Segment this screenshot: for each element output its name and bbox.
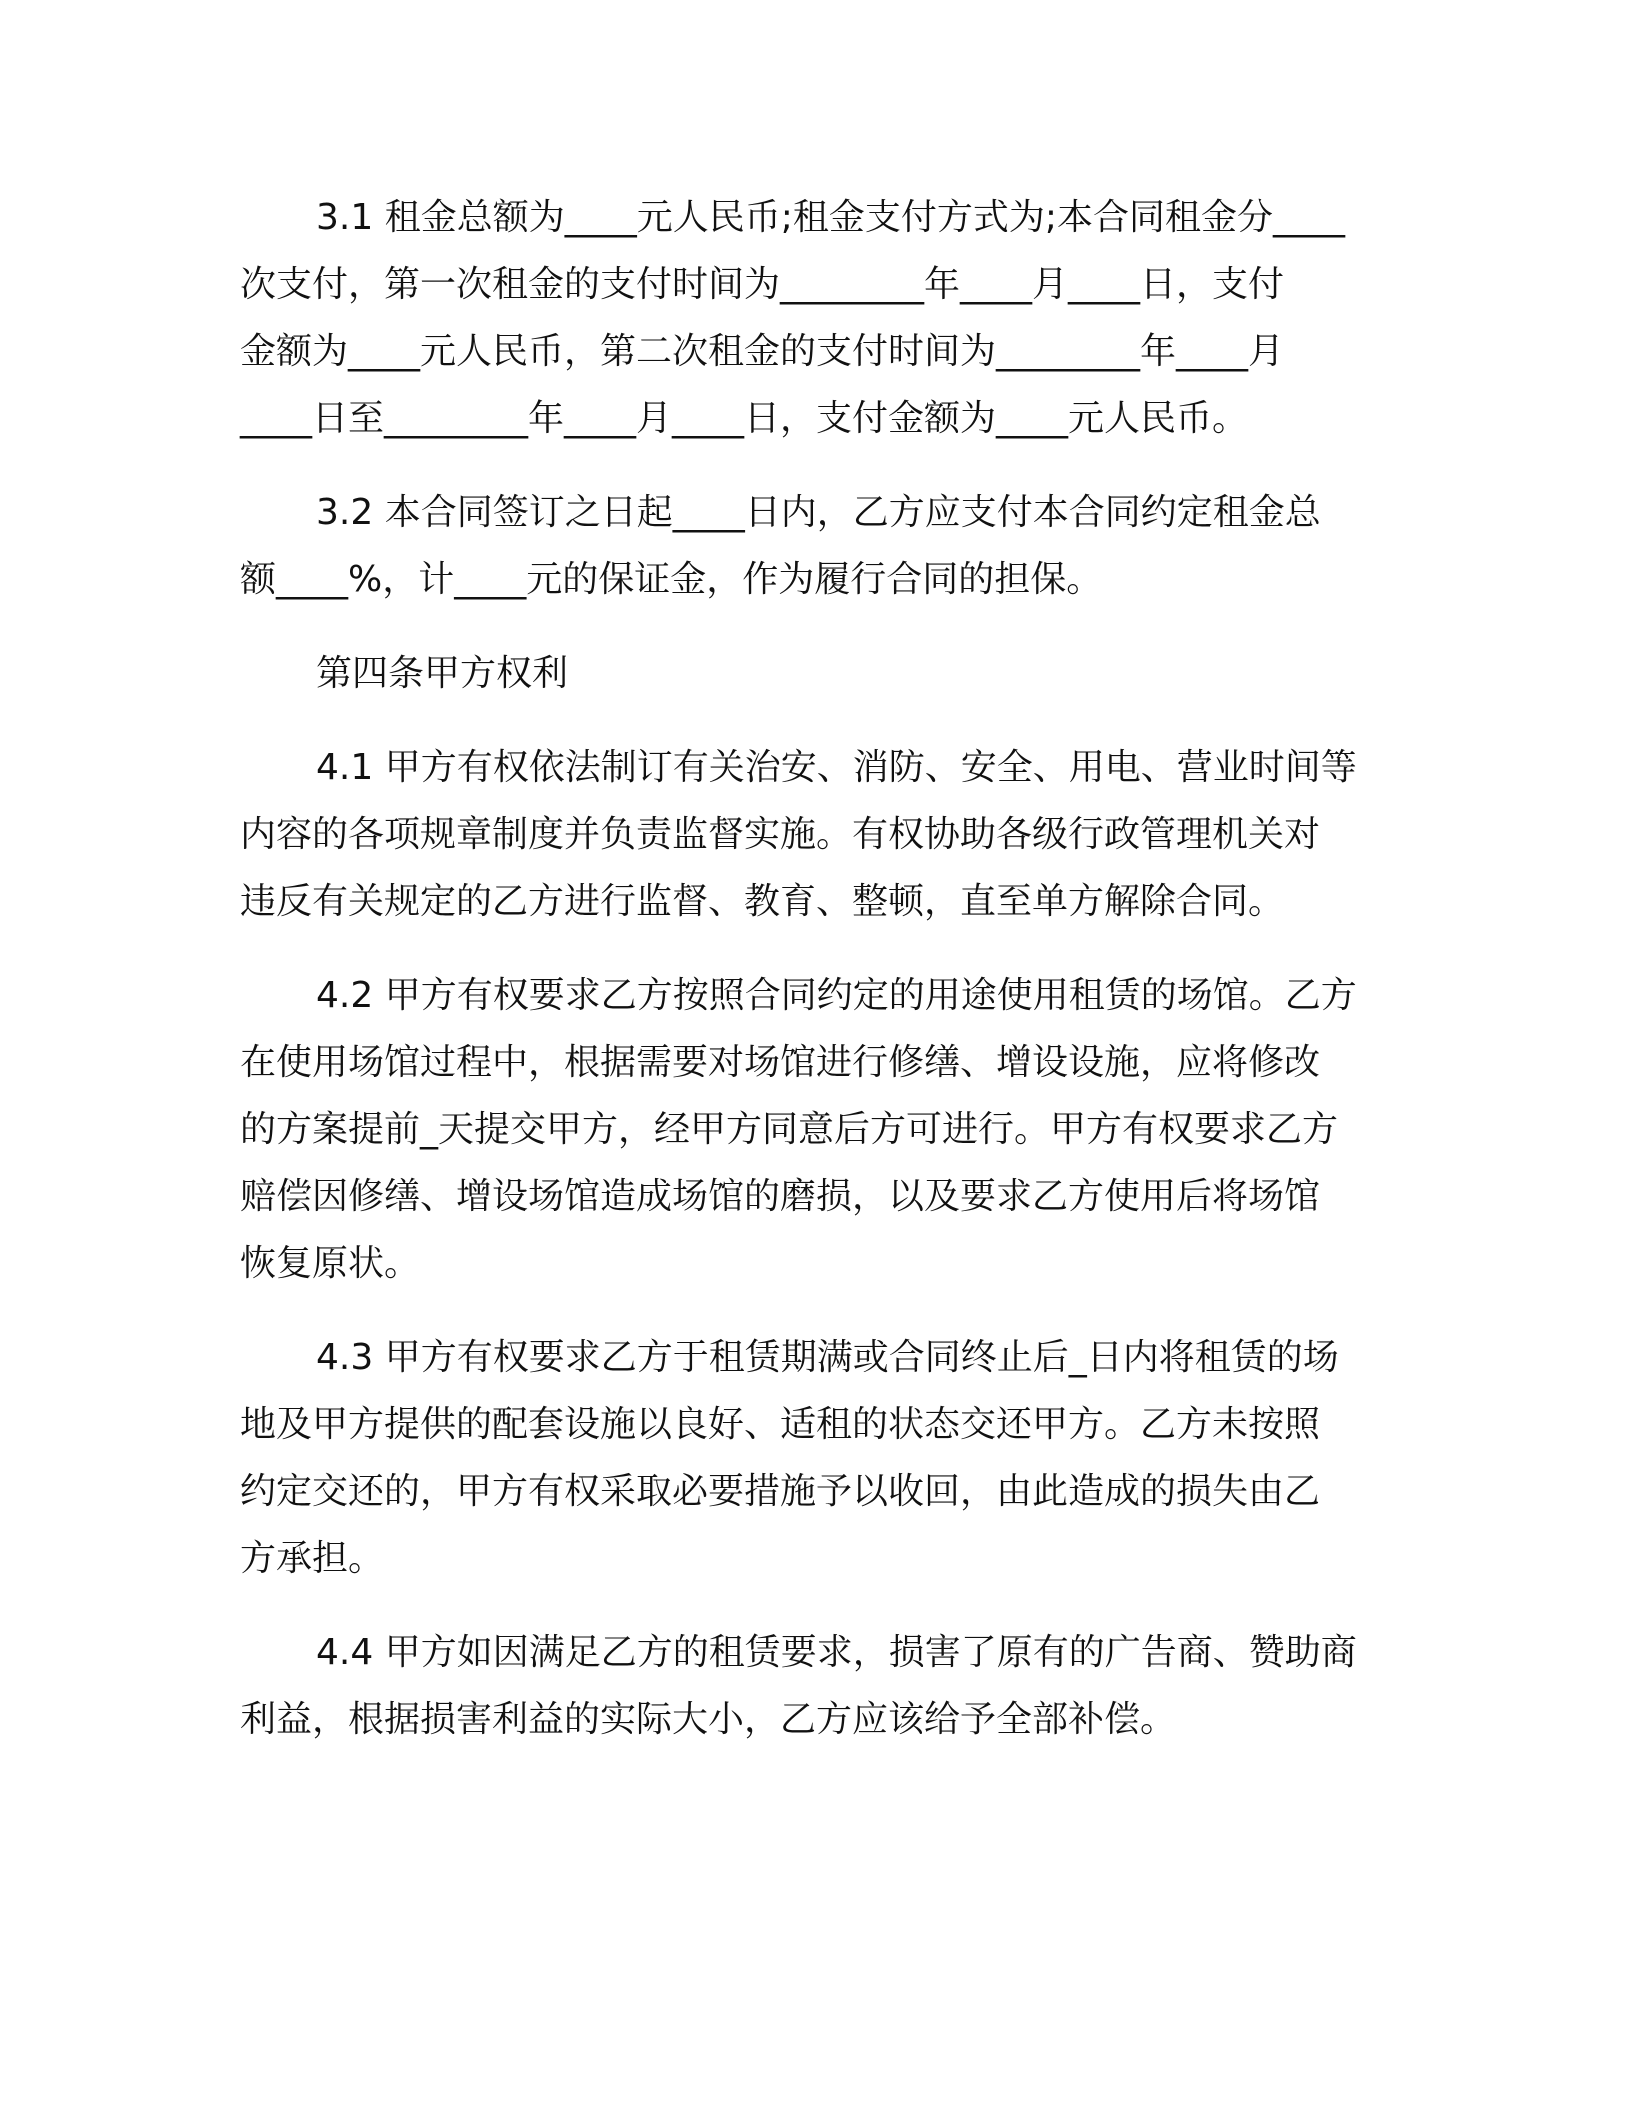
- clause-4-3: 4.3 甲方有权要求乙方于租赁期满或合同终止后_日内将租赁的场 地及甲方提供的配套设施以良好、适租的状态交还甲方。乙方未按照 约定交还的，甲方有权采取必要措施予以收回，由此造成的损失由乙 方承担。: [240, 1337, 1339, 1579]
- clause-4-2: 4.2 甲方有权要求乙方按照合同约定的用途使用租赁的场馆。乙方 在使用场馆过程中，根据需要对场馆进行修缮、增设设施，应将修改 的方案提前_天提交甲方，经甲方同意后方可进行。甲方有权要求乙方 赔偿因修缮、增设场馆造成场馆的磨损，以及要求乙方使用后将场馆 恢复原状。: [240, 975, 1357, 1284]
- clause-4-4: 4.4 甲方如因满足乙方的租赁要求，损害了原有的广告商、赞助商 利益，根据损害利益的实际大小，乙方应该给予全部补偿。: [240, 1632, 1357, 1740]
- clause-3-1: 3.1 租金总额为____元人民币;租金支付方式为;本合同租金分____ 次支付，第一次租金的支付时间为________年____月____日，支付 金额为____元人民币，第二次租金的支付时间为________年____月 ____日至________年____月____日，支付金额为____元人民币。: [240, 197, 1345, 439]
- clause-3-2: 3.2 本合同签订之日起____日内，乙方应支付本合同约定租金总 额____%，计____元的保证金，作为履行合同的担保。: [240, 492, 1321, 600]
- clause-4-1: 4.1 甲方有权依法制订有关治安、消防、安全、用电、营业时间等 内容的各项规章制度并负责监督实施。有权协助各级行政管理机关对 违反有关规定的乙方进行监督、教育、整顿，直至单方解除合同。: [240, 747, 1357, 922]
- article-4-heading: 第四条甲方权利: [316, 653, 569, 694]
- document-body: [240, 184, 1378, 1780]
